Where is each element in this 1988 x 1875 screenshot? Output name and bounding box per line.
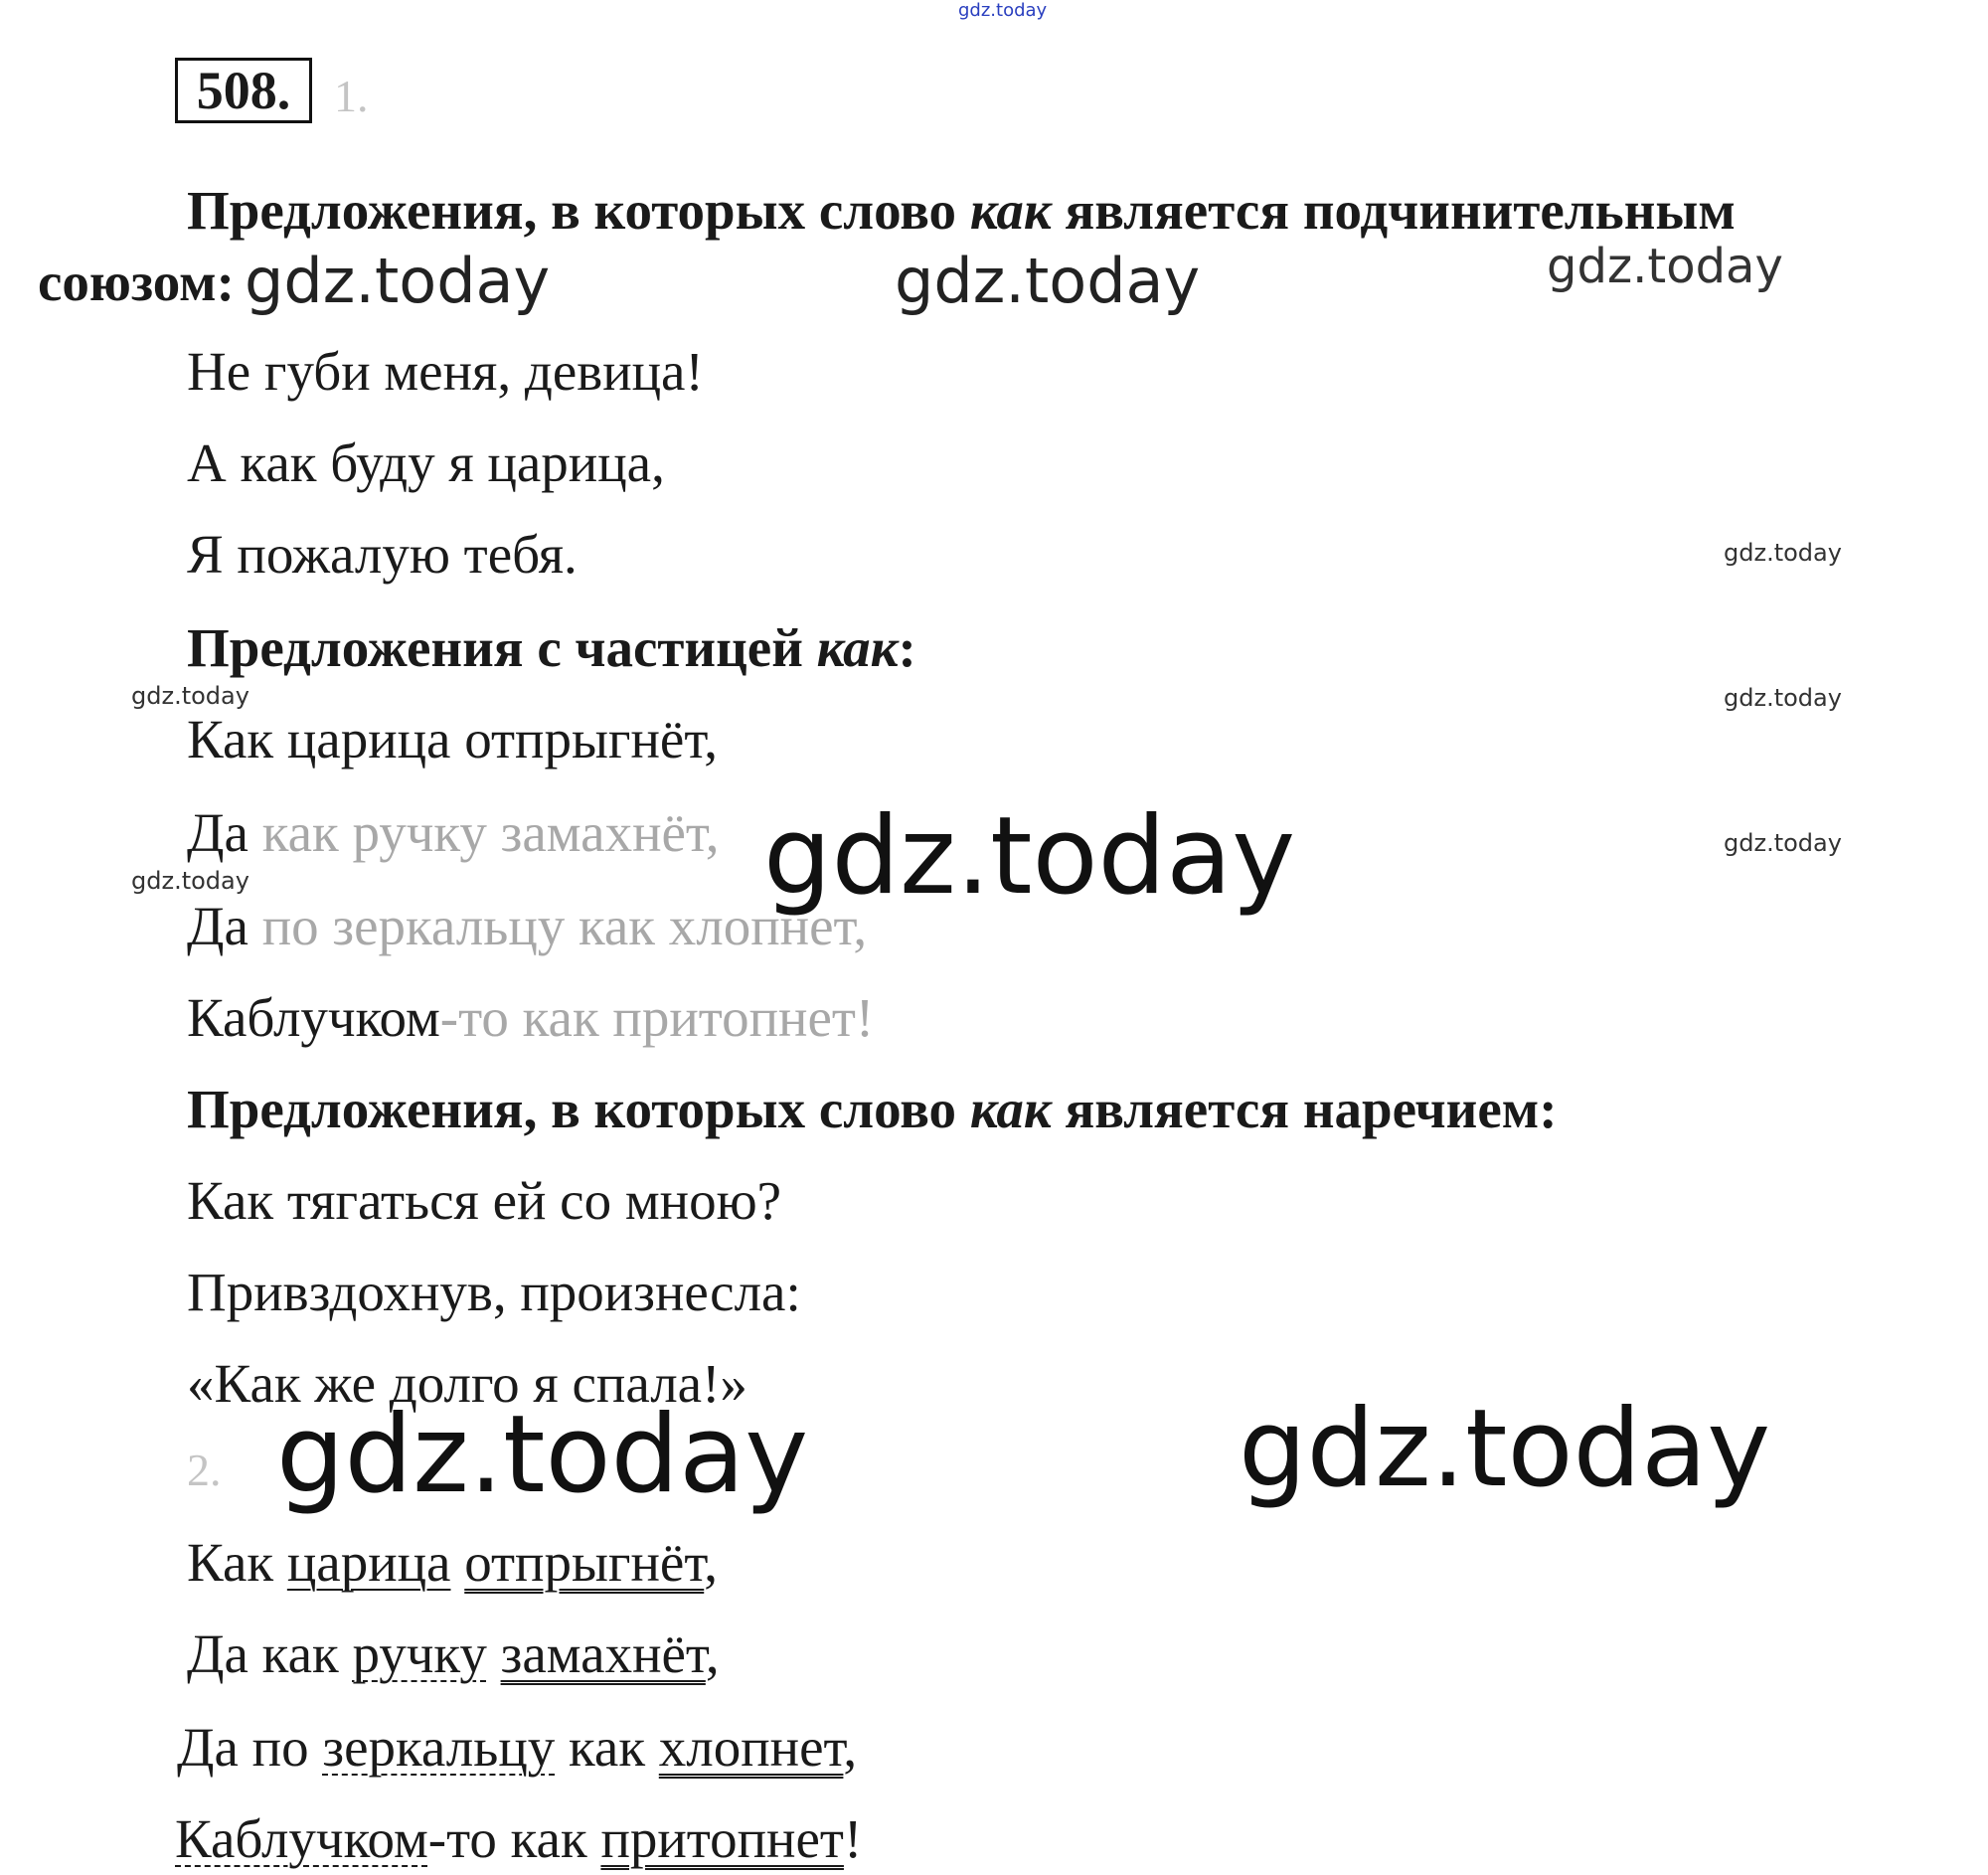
object-word: ручку	[352, 1623, 487, 1684]
watermark-s1: gdz.today	[1724, 539, 1842, 567]
exercise-number: 508.	[175, 58, 312, 123]
object-word: зеркальцу	[322, 1717, 556, 1778]
s1-line-3: Я пожалую тебя.	[187, 524, 578, 585]
watermark-s3: gdz.today	[1724, 684, 1842, 712]
subject-word: царица	[286, 1532, 451, 1593]
predicate-word: хлопнет	[658, 1717, 844, 1778]
watermark-xl3: gdz.today	[1239, 1387, 1771, 1511]
s3-line-2: Привздохнув, произнесла:	[187, 1262, 801, 1322]
watermark-s4: gdz.today	[1724, 829, 1842, 857]
section1-heading: Предложения, в которых слово как является подчинительным	[187, 180, 1736, 241]
s2-line-4: Каблучком-то как притопнет!	[187, 987, 875, 1048]
s2-line-1: Как царица отпрыгнёт,	[187, 709, 718, 769]
watermark-l2: gdz.today	[895, 245, 1201, 317]
adverbial-word: Каблучком	[175, 1808, 428, 1869]
predicate-word: притопнет	[600, 1808, 844, 1869]
section1-heading-cont: союзом:	[38, 252, 235, 312]
watermark-xl1: gdz.today	[763, 794, 1296, 919]
part1-marker: 1.	[334, 71, 369, 121]
watermark-xl2: gdz.today	[276, 1393, 809, 1517]
predicate-word: отпрыгнёт	[464, 1532, 705, 1593]
section2-heading: Предложения с частицей как:	[187, 617, 916, 678]
section3-heading: Предложения, в которых слово как является наречием:	[187, 1079, 1558, 1139]
watermark-m1: gdz.today	[1547, 239, 1783, 294]
s3-line-3: «Как же долго я спала!»	[187, 1353, 747, 1414]
part2-marker: 2.	[187, 1445, 222, 1495]
s2-line-3: Да по зеркальцу как хлопнет,	[187, 896, 868, 956]
s1-line-2: А как буду я царица,	[187, 432, 665, 493]
p2-line-3: Да по зеркальцу как хлопнет,	[177, 1717, 858, 1778]
p2-line-1: Как царица отпрыгнёт,	[187, 1532, 718, 1593]
p2-line-2: Да как ручку замахнёт,	[187, 1623, 720, 1684]
watermark-top: gdz.today	[958, 0, 1048, 21]
s3-line-1: Как тягаться ей со мною?	[187, 1170, 782, 1231]
p2-line-4: Каблучком-то как притопнет!	[175, 1808, 863, 1869]
predicate-word: замахнёт	[500, 1623, 706, 1684]
watermark-l1: gdz.today	[245, 245, 551, 317]
watermark-s5: gdz.today	[131, 867, 249, 895]
s2-line-2: Да как ручку замахнёт,	[187, 802, 720, 863]
s1-line-1: Не губи меня, девица!	[187, 341, 704, 402]
watermark-s2: gdz.today	[131, 682, 249, 710]
